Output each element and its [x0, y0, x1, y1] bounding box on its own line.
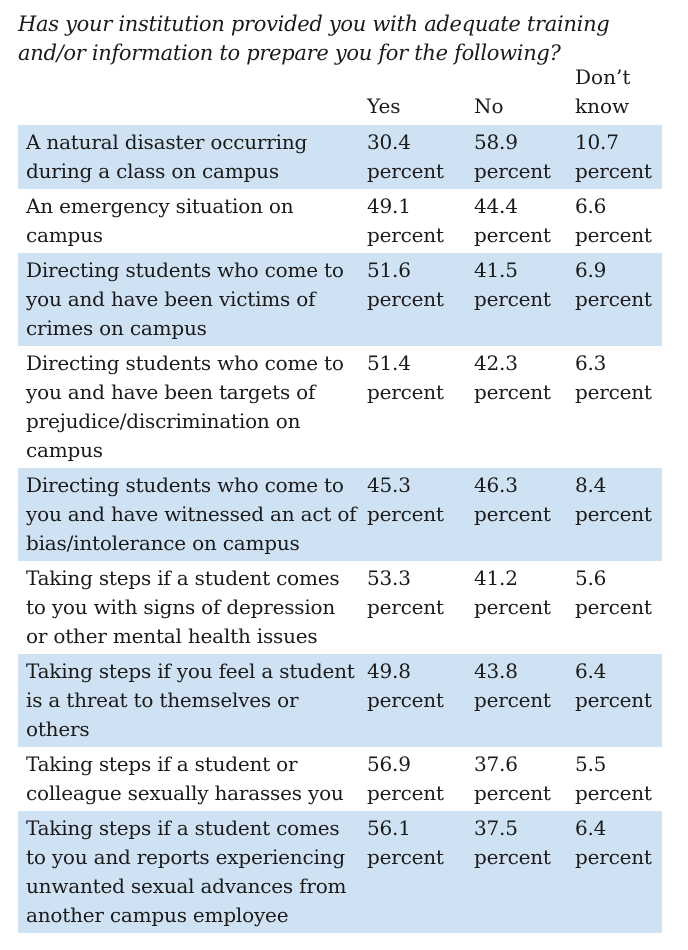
cell-yes	[367, 564, 463, 622]
cell-unit: percent	[367, 159, 444, 183]
cell-dont-know	[575, 128, 671, 186]
cell-unit: percent	[575, 159, 652, 183]
cell-yes	[367, 256, 463, 314]
cell-no	[474, 256, 570, 314]
cell-no	[474, 750, 570, 808]
cell-dont-know	[575, 814, 671, 872]
cell-unit: percent	[367, 287, 444, 311]
table-row	[18, 561, 662, 654]
cell-unit: percent	[575, 845, 652, 869]
cell-unit: percent	[575, 287, 652, 311]
cell-value: 5.6	[575, 566, 607, 590]
row-label: Directing students who come to you and have witnessed an act of bias/intolerance on campus	[26, 473, 357, 555]
cell-value: 45.3	[367, 473, 411, 497]
row-label: Directing students who come to you and have been victims of crimes on campus	[26, 258, 344, 340]
cell-no	[474, 192, 570, 250]
cell-value: 56.1	[367, 816, 411, 840]
cell-value: 42.3	[474, 351, 518, 375]
cell-dont-know	[575, 750, 671, 808]
cell-yes	[367, 349, 463, 407]
cell-value: 6.4	[575, 659, 607, 683]
cell-no	[474, 471, 570, 529]
cell-unit: percent	[367, 502, 444, 526]
cell-value: 51.6	[367, 258, 411, 282]
cell-no	[474, 657, 570, 715]
cell-value: 6.6	[575, 194, 607, 218]
cell-value: 41.2	[474, 566, 518, 590]
cell-unit: percent	[474, 380, 551, 404]
cell-unit: percent	[575, 595, 652, 619]
cell-value: 30.4	[367, 130, 411, 154]
cell-value: 5.5	[575, 752, 607, 776]
cell-unit: percent	[474, 287, 551, 311]
cell-unit: percent	[474, 688, 551, 712]
cell-value: 51.4	[367, 351, 411, 375]
cell-dont-know	[575, 349, 671, 407]
table-body	[18, 125, 662, 933]
cell-value: 58.9	[474, 130, 518, 154]
cell-value: 6.9	[575, 258, 607, 282]
column-header-yes: Yes	[367, 94, 401, 118]
cell-value: 8.4	[575, 473, 607, 497]
cell-unit: percent	[474, 845, 551, 869]
cell-value: 43.8	[474, 659, 518, 683]
cell-value: 41.5	[474, 258, 518, 282]
row-label: Directing students who come to you and have been targets of prejudice/discrimination on campus	[26, 351, 344, 462]
cell-unit: percent	[367, 688, 444, 712]
row-label: A natural disaster occurring during a class on campus	[26, 130, 308, 183]
cell-yes	[367, 750, 463, 808]
cell-unit: percent	[474, 595, 551, 619]
cell-unit: percent	[474, 223, 551, 247]
cell-no	[474, 814, 570, 872]
cell-dont-know	[575, 564, 671, 622]
cell-unit: percent	[575, 688, 652, 712]
table-row	[18, 346, 662, 468]
results-table	[18, 66, 662, 933]
cell-yes	[367, 192, 463, 250]
column-header-no: No	[474, 94, 504, 118]
column-header-dont-know-line1: Don’t	[575, 65, 631, 89]
cell-value: 37.6	[474, 752, 518, 776]
cell-unit: percent	[474, 159, 551, 183]
cell-yes	[367, 657, 463, 715]
cell-dont-know	[575, 471, 671, 529]
cell-unit: percent	[575, 223, 652, 247]
cell-yes	[367, 128, 463, 186]
row-label: Taking steps if a student comes to you with signs of depression or other mental health issues	[26, 566, 340, 648]
cell-unit: percent	[575, 781, 652, 805]
cell-unit: percent	[575, 380, 652, 404]
cell-value: 56.9	[367, 752, 411, 776]
cell-unit: percent	[367, 845, 444, 869]
table-row	[18, 747, 662, 811]
row-label: Taking steps if a student comes to you and reports experiencing unwanted sexual advances from another campus employee	[26, 816, 347, 927]
column-header-dont-know-line2: know	[575, 94, 630, 118]
cell-unit: percent	[575, 502, 652, 526]
cell-unit: percent	[367, 223, 444, 247]
cell-value: 6.4	[575, 816, 607, 840]
cell-value: 53.3	[367, 566, 411, 590]
cell-value: 6.3	[575, 351, 607, 375]
table-row	[18, 468, 662, 561]
cell-value: 49.1	[367, 194, 411, 218]
cell-value: 46.3	[474, 473, 518, 497]
row-label: An emergency situation on campus	[26, 194, 294, 247]
table-row	[18, 253, 662, 346]
cell-dont-know	[575, 256, 671, 314]
cell-unit: percent	[367, 380, 444, 404]
cell-dont-know	[575, 192, 671, 250]
cell-unit: percent	[367, 595, 444, 619]
cell-no	[474, 128, 570, 186]
row-label: Taking steps if a student or colleague sexually harasses you	[26, 752, 344, 805]
table-row	[18, 811, 662, 933]
cell-dont-know	[575, 657, 671, 715]
cell-value: 37.5	[474, 816, 518, 840]
cell-value: 44.4	[474, 194, 518, 218]
survey-question: Has your institution provided you with adequate training and/or information to prepare you for the following?	[18, 12, 610, 65]
column-header-dont-know	[575, 63, 630, 121]
row-label: Taking steps if you feel a student is a threat to themselves or others	[26, 659, 355, 741]
table-header	[18, 66, 662, 125]
cell-yes	[367, 814, 463, 872]
table-row	[18, 125, 662, 189]
cell-yes	[367, 471, 463, 529]
cell-value: 10.7	[575, 130, 619, 154]
cell-unit: percent	[474, 781, 551, 805]
cell-unit: percent	[367, 781, 444, 805]
cell-no	[474, 349, 570, 407]
table-row	[18, 654, 662, 747]
cell-value: 49.8	[367, 659, 411, 683]
cell-no	[474, 564, 570, 622]
table-row	[18, 189, 662, 253]
cell-unit: percent	[474, 502, 551, 526]
